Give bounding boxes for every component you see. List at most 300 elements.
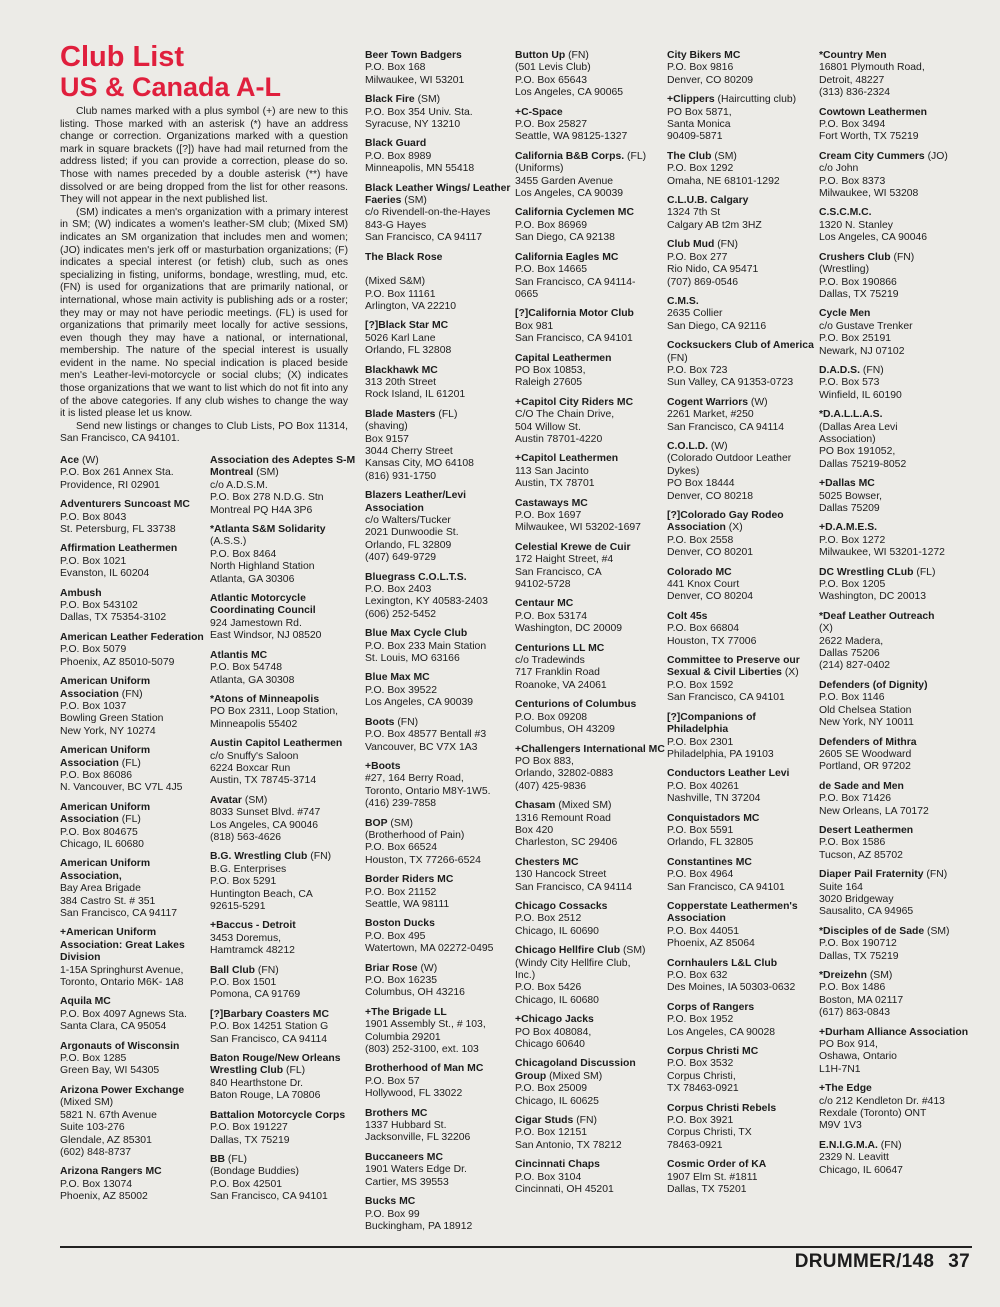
club-address-line: 384 Castro St. # 351 xyxy=(60,895,156,907)
club-name: Black Fire xyxy=(365,94,415,106)
club-address-line: Vancouver, BC V7X 1A3 xyxy=(365,741,478,753)
club-address-line: P.O. Box 3104 xyxy=(515,1171,582,1183)
club-heading xyxy=(515,252,665,264)
club-heading xyxy=(365,50,515,62)
club-name: E.N.I.G.M.A. xyxy=(819,1139,878,1151)
club-address-line: Houston, TX 77006 xyxy=(667,635,757,647)
club-name: Boots xyxy=(365,716,395,728)
club-name: +Boots xyxy=(365,760,401,772)
club-address-line: (Mixed SM) xyxy=(60,1097,114,1109)
club-address-line: Cincinnati, OH 45201 xyxy=(515,1184,614,1196)
club-address-line: P.O. Box 57 xyxy=(365,1075,420,1087)
club-address-line: 1907 Elm St. #1811 xyxy=(667,1171,758,1183)
club-address-line: P.O. Box 573 xyxy=(819,377,880,389)
club-name: Cigar Studs xyxy=(515,1115,574,1127)
club-heading xyxy=(365,365,515,377)
club-listing xyxy=(667,1159,817,1196)
club-listing xyxy=(667,397,817,434)
club-name: Chicagoland Discussion Group xyxy=(515,1058,636,1082)
club-listing xyxy=(819,926,974,963)
club-listing xyxy=(667,857,817,894)
club-name: *Dreizehn xyxy=(819,970,867,981)
club-address-line: Dallas 75219-8052 xyxy=(819,458,907,470)
club-heading xyxy=(667,510,817,535)
club-address-line: P.O. Box 190866 xyxy=(819,276,897,288)
club-heading xyxy=(365,252,515,264)
club-heading xyxy=(515,699,665,711)
club-address-line: Arlington, VA 22210 xyxy=(365,300,457,312)
club-name: Diaper Pail Fraternity xyxy=(819,869,924,881)
magazine-issue: DRUMMER/148 xyxy=(794,1251,935,1272)
club-address-line: (617) 863-0843 xyxy=(819,1007,891,1019)
club-name: *Country Men xyxy=(819,50,887,61)
club-heading xyxy=(210,1053,360,1078)
club-address-line: 2329 N. Leavitt xyxy=(819,1152,889,1164)
club-heading xyxy=(515,308,665,320)
club-address-line: 843-G Hayes xyxy=(365,219,427,231)
club-type-tag: (FN) xyxy=(893,251,915,263)
club-address-line: P.O. Box 8043 xyxy=(60,511,127,523)
club-address-line: Phoenix, AZ 85002 xyxy=(60,1191,148,1203)
club-address-line: P.O. Box 13074 xyxy=(60,1178,133,1190)
club-heading xyxy=(515,151,665,163)
club-address-line: (416) 239-7858 xyxy=(365,798,437,810)
club-name: C.S.C.M.C. xyxy=(819,207,872,219)
club-address-line: Oshawa, Ontario xyxy=(819,1051,897,1063)
club-heading xyxy=(365,572,515,584)
club-address-line: 717 Franklin Road xyxy=(515,667,600,679)
club-heading xyxy=(515,542,665,554)
club-address-line: Des Moines, IA 50303-0632 xyxy=(667,982,796,994)
club-heading xyxy=(365,874,515,886)
club-name: Blue Max MC xyxy=(365,672,430,684)
club-address-line: Columbia 29201 xyxy=(365,1031,441,1043)
club-name: +Dallas MC xyxy=(819,478,875,490)
club-name: Blazers Leather/Levi Association xyxy=(365,490,467,514)
club-heading xyxy=(365,94,515,106)
club-type-tag: (W) xyxy=(81,455,99,466)
club-heading xyxy=(60,543,210,555)
club-address-line: New York, NY 10011 xyxy=(819,717,914,729)
club-address-line: Milwaukee, WI 53202-1697 xyxy=(515,522,641,534)
club-address-line: P.O. Box 1697 xyxy=(515,510,582,521)
club-name: Crushers Club xyxy=(819,251,891,263)
club-name: Cincinnati Chaps xyxy=(515,1159,600,1171)
club-listing xyxy=(667,813,817,850)
club-address-line: P.O. Box 12151 xyxy=(515,1127,588,1139)
club-listing xyxy=(667,510,817,560)
club-heading xyxy=(819,252,974,264)
club-listing xyxy=(515,151,665,201)
club-name: Capital Leathermen xyxy=(515,352,612,364)
club-heading xyxy=(210,650,360,662)
club-address-line: P.O. Box 11161 xyxy=(365,288,436,300)
club-name: Defenders (of Dignity) xyxy=(819,679,928,691)
club-listing xyxy=(515,800,665,850)
club-address-line: P.O. Box 25827 xyxy=(515,119,588,131)
club-heading xyxy=(515,1014,665,1026)
club-address-line: P.O. Box 65643 xyxy=(515,74,588,86)
club-type-tag: (X) xyxy=(728,522,743,534)
club-address-line: Chicago, IL 60680 xyxy=(60,838,144,850)
club-listing xyxy=(667,768,817,805)
club-heading xyxy=(819,926,974,938)
club-name: Celestial Krewe de Cuir xyxy=(515,541,631,553)
club-address-line: PO Box 5871, xyxy=(667,106,732,118)
club-heading xyxy=(515,207,665,219)
club-name: D.A.D.S. xyxy=(819,364,860,376)
club-address-line: P.O. Box 42501 xyxy=(210,1178,283,1190)
club-address-line: P.O. Box 4964 xyxy=(667,869,734,881)
club-listing xyxy=(60,1085,210,1159)
club-heading xyxy=(60,676,210,701)
club-address-line: P.O. Box 1486 xyxy=(819,982,886,994)
club-address-line: Fort Worth, TX 75219 xyxy=(819,131,919,143)
club-listing xyxy=(365,761,515,811)
club-listing xyxy=(819,611,974,673)
club-heading xyxy=(515,945,665,957)
club-listing xyxy=(819,207,974,244)
club-type-tag: (FL) xyxy=(286,1065,306,1077)
club-listing xyxy=(515,945,665,1007)
club-heading xyxy=(667,1103,817,1115)
club-heading xyxy=(819,50,974,62)
club-address-line: Dallas, TX 75219 xyxy=(819,950,899,962)
club-address-line: 1901 Assembly St., # 103, xyxy=(365,1019,486,1031)
club-address-line: P.O. Box 14251 Station G xyxy=(210,1021,329,1033)
club-address-line: 8033 Sunset Blvd. #747 xyxy=(210,807,321,819)
club-address-line: Dallas, TX 75219 xyxy=(210,1134,290,1146)
club-name: Conductors Leather Levi xyxy=(667,768,790,780)
club-address-line: Bay Area Brigade xyxy=(60,883,141,895)
club-listing xyxy=(60,996,210,1033)
club-address-line: PO Box 10853, xyxy=(515,364,586,376)
club-heading xyxy=(365,963,515,975)
club-address-line: P.O. Box 25009 xyxy=(515,1083,588,1095)
club-heading xyxy=(365,1196,515,1208)
club-listing xyxy=(515,397,665,447)
club-listing xyxy=(365,1196,515,1233)
club-address-line: Dallas 75209 xyxy=(819,503,880,514)
club-listing xyxy=(365,572,515,622)
club-listing xyxy=(210,965,360,1002)
club-name: +C-Space xyxy=(515,106,563,118)
club-address-line: Lexington, KY 40583-2403 xyxy=(365,596,488,608)
club-name: The Black Rose xyxy=(365,251,443,263)
club-listing xyxy=(365,320,515,357)
club-address-line: c/o Rivendell-on-the-Hayes xyxy=(365,207,491,219)
club-type-tag: (FN) xyxy=(397,716,419,728)
club-heading xyxy=(819,825,974,837)
club-address-line: Bowling Green Station xyxy=(60,713,164,725)
club-address-line: P.O. Box 66804 xyxy=(667,623,740,635)
club-address-line: Seattle, WA 98111 xyxy=(365,898,450,910)
club-name: Centurions of Columbus xyxy=(515,699,637,711)
club-heading xyxy=(819,107,974,119)
club-heading xyxy=(819,970,974,982)
club-listing xyxy=(819,107,974,144)
club-type-tag: (FN) xyxy=(121,688,143,700)
club-heading xyxy=(819,680,974,692)
club-heading xyxy=(210,694,360,706)
club-heading xyxy=(60,1041,210,1053)
club-name: Cornhaulers L&L Club xyxy=(667,957,778,969)
club-heading xyxy=(515,1115,665,1127)
club-heading xyxy=(515,453,665,465)
club-address-line: Evanston, IL 60204 xyxy=(60,568,150,580)
club-address-line: 5026 Karl Lane xyxy=(365,332,436,344)
club-address-line: Old Chelsea Station xyxy=(819,704,912,716)
club-address-line: Milwaukee, WI 53201-1272 xyxy=(819,547,945,559)
club-name: Ace xyxy=(60,455,80,466)
club-name: Chicago Hellfire Club xyxy=(515,945,621,957)
club-address-line: 3020 Bridgeway xyxy=(819,893,894,905)
footer-rule xyxy=(60,1246,972,1248)
club-heading xyxy=(515,598,665,610)
club-address-line: Chicago 60640 xyxy=(515,1039,585,1051)
club-heading xyxy=(365,672,515,684)
page-number: 37 xyxy=(948,1251,970,1272)
club-heading xyxy=(365,761,515,773)
club-address-line: Boston, MA 02117 xyxy=(819,994,904,1006)
club-name: +Chicago Jacks xyxy=(515,1014,594,1026)
club-listing xyxy=(667,1103,817,1153)
club-type-tag: (W) xyxy=(710,440,728,452)
club-listing xyxy=(365,490,515,564)
club-address-line: Suite 103-276 xyxy=(60,1122,125,1134)
club-address-line: Austin 78701-4220 xyxy=(515,433,603,445)
club-name: +Baccus - Detroit xyxy=(210,920,296,932)
club-name: City Bikers MC xyxy=(667,50,741,61)
club-address-line: Columbus, OH 43216 xyxy=(365,987,465,999)
club-address-line: Syracuse, NY 13210 xyxy=(365,119,461,131)
club-column-2 xyxy=(210,455,360,1211)
club-name: C.M.S. xyxy=(667,295,699,307)
club-address-line: 5025 Bowser, xyxy=(819,490,882,502)
club-address-line: Denver, CO 80201 xyxy=(667,547,754,559)
club-address-line: (313) 836-2324 xyxy=(819,87,891,99)
club-address-line: 130 Hancock Street xyxy=(515,869,607,881)
club-address-line: Washington, DC 20013 xyxy=(819,591,927,603)
club-address-line: Nashville, TN 37204 xyxy=(667,793,761,805)
club-listing xyxy=(667,441,817,503)
club-address-line: Hamtramck 48212 xyxy=(210,945,295,957)
club-address-line: P.O. Box 54748 xyxy=(210,662,283,674)
club-address-line: P.O. Box 3532 xyxy=(667,1058,734,1070)
club-name: Blade Masters xyxy=(365,408,436,420)
club-heading xyxy=(515,857,665,869)
club-address-line: Corpus Christi, xyxy=(667,1070,736,1082)
club-address-line: 92615-5291 xyxy=(210,901,266,912)
club-heading xyxy=(60,499,210,511)
club-address-line: P.O. Box 190712 xyxy=(819,938,897,950)
club-heading xyxy=(667,239,817,251)
club-name: Beer Town Badgers xyxy=(365,50,462,61)
club-type-tag: (JO) xyxy=(927,150,948,162)
club-name: Club Mud xyxy=(667,239,715,251)
club-listing xyxy=(60,858,210,920)
club-name: Cowtown Leathermen xyxy=(819,106,927,118)
club-address-line: c/o 212 Kendleton Dr. #413 xyxy=(819,1095,945,1107)
club-listing xyxy=(819,970,974,1020)
club-name: *Disciples of de Sade xyxy=(819,925,925,937)
club-listing xyxy=(60,588,210,625)
club-listing xyxy=(819,1027,974,1077)
club-address-line: Orlando, FL 32809 xyxy=(365,539,452,551)
club-address-line: P.O. Box 40261 xyxy=(667,780,740,792)
club-column-3 xyxy=(365,50,515,1240)
club-address-line: P.O. Box 278 N.D.G. Stn xyxy=(210,492,324,504)
club-name: Brotherhood of Man MC xyxy=(365,1063,484,1075)
club-address-line: P.O. Box 09208 xyxy=(515,711,588,723)
club-listing xyxy=(515,1115,665,1152)
club-listing xyxy=(819,825,974,862)
club-listing xyxy=(515,353,665,390)
club-address-line: Cartier, MS 39553 xyxy=(365,1176,449,1188)
club-heading xyxy=(365,717,515,729)
title-text: Club List xyxy=(60,41,185,73)
club-address-line: San Diego, CA 92116 xyxy=(667,320,767,332)
club-name: *D.A.L.L.A.S. xyxy=(819,409,883,421)
club-listing xyxy=(515,498,665,535)
club-heading xyxy=(667,567,817,579)
club-heading xyxy=(819,1027,974,1039)
club-listing xyxy=(667,958,817,995)
club-heading xyxy=(667,94,817,106)
club-address-line: Orlando, FL 32808 xyxy=(365,345,452,357)
club-heading xyxy=(667,655,817,680)
club-address-line: P.O. Box 277 xyxy=(667,251,728,263)
club-heading xyxy=(60,745,210,770)
club-listing xyxy=(667,1002,817,1039)
club-column-5 xyxy=(667,50,817,1204)
club-address-line: P.O. Box 8989 xyxy=(365,150,432,162)
club-listing xyxy=(365,874,515,911)
club-listing xyxy=(365,717,515,754)
club-heading xyxy=(819,409,974,421)
club-address-line: San Francisco, CA 94101 xyxy=(210,1191,328,1203)
club-name: BB xyxy=(210,1153,226,1165)
club-listing xyxy=(60,802,210,852)
club-name: Ball Club xyxy=(210,964,256,976)
club-address-line: (606) 252-5452 xyxy=(365,608,437,620)
club-heading xyxy=(819,522,974,534)
club-address-line: P.O. Box 1037 xyxy=(60,700,127,712)
club-address-line: P.O. Box 2403 xyxy=(365,584,432,596)
club-name: C.L.U.B. Calgary xyxy=(667,195,749,207)
club-heading xyxy=(667,340,817,365)
club-listing xyxy=(365,672,515,709)
club-address-line: Chicago, IL 60690 xyxy=(515,925,599,937)
club-name: California Cyclemen MC xyxy=(515,207,634,219)
club-address-line: P.O. Box 3921 xyxy=(667,1115,734,1127)
club-listing xyxy=(667,151,817,188)
club-heading xyxy=(365,1007,515,1019)
club-heading xyxy=(667,712,817,737)
club-address-line: Santa Clara, CA 95054 xyxy=(60,1021,167,1033)
club-name: Chicago Cossacks xyxy=(515,900,608,912)
club-heading xyxy=(819,207,974,219)
club-listing xyxy=(60,1166,210,1203)
club-name: Constantines MC xyxy=(667,856,752,868)
club-address-line: (A.S.S.) xyxy=(210,536,247,548)
page-footer xyxy=(795,1251,970,1273)
club-heading xyxy=(667,768,817,780)
club-address-line: P.O. Box 354 Univ. Sta. xyxy=(365,106,473,118)
club-name: [?]Barbary Coasters MC xyxy=(210,1008,329,1020)
club-name: +The Brigade LL xyxy=(365,1006,447,1018)
club-address-line: P.O. Box 1146 xyxy=(819,692,885,704)
club-address-line: P.O. Box 99 xyxy=(365,1208,420,1220)
club-listing xyxy=(667,239,817,289)
club-address-line: (501 Levis Club) xyxy=(515,62,591,74)
club-name: Cogent Warriors xyxy=(667,396,749,408)
club-address-line: (Mixed S&M) xyxy=(365,276,426,288)
club-heading xyxy=(60,588,210,600)
club-name: American Leather Federation xyxy=(60,631,204,643)
club-address-line: Suite 164 xyxy=(819,881,863,893)
club-listing xyxy=(60,1041,210,1078)
club-address-line: (816) 931-1750 xyxy=(365,470,437,482)
club-listing xyxy=(60,676,210,738)
club-listing xyxy=(365,1063,515,1100)
club-name: Conquistadors MC xyxy=(667,812,760,824)
club-column-6 xyxy=(819,50,974,1184)
club-name: *Atons of Minneapolis xyxy=(210,693,320,705)
club-listing xyxy=(210,524,360,586)
club-address-line: Dallas 75206 xyxy=(819,648,880,660)
club-column-1 xyxy=(60,455,210,1211)
club-name: Chesters MC xyxy=(515,856,579,868)
club-name: de Sade and Men xyxy=(819,780,904,792)
club-listing xyxy=(515,857,665,894)
club-address-line: (Colorado Outdoor Leather xyxy=(667,453,792,465)
club-listing xyxy=(365,1108,515,1145)
club-heading xyxy=(819,1140,974,1152)
club-address-line: Association) xyxy=(819,433,876,445)
club-type-tag: (SM) xyxy=(869,970,893,981)
club-heading xyxy=(210,1154,360,1166)
club-type-tag: (SM) xyxy=(622,945,646,957)
club-name: Bluegrass C.O.L.T.S. xyxy=(365,571,467,583)
club-address-line: P.O. Box 2512 xyxy=(515,913,582,925)
club-listing xyxy=(210,738,360,788)
club-address-line: Denver, CO 80209 xyxy=(667,74,754,86)
club-address-line: B.G. Enterprises xyxy=(210,863,287,875)
club-address-line: Chicago, IL 60680 xyxy=(515,994,599,1006)
club-listing xyxy=(210,795,360,845)
club-listing xyxy=(819,1083,974,1133)
club-heading xyxy=(667,857,817,869)
club-address-line: PO Box 883, xyxy=(515,755,574,767)
club-name: Cream City Cummers xyxy=(819,150,925,162)
club-address-line: PO Box 408084, xyxy=(515,1026,592,1038)
club-heading xyxy=(515,397,665,409)
club-type-tag: (Mixed SM) xyxy=(549,1070,603,1082)
club-name: Cosmic Order of KA xyxy=(667,1159,767,1171)
club-heading xyxy=(667,441,817,453)
club-listing xyxy=(515,699,665,736)
intro-paragraph: Send new listings or changes to Club Lists, PO Box 11314, San Francisco, CA 94101. xyxy=(60,420,348,445)
club-listing xyxy=(819,151,974,201)
club-address-line: Los Angeles, CA 90039 xyxy=(515,188,624,200)
club-address-line: P.O. Box 168 xyxy=(365,62,426,74)
club-address-line: P.O. Box 2301 xyxy=(667,736,734,748)
club-listing xyxy=(667,712,817,762)
club-address-line: Tucson, AZ 85702 xyxy=(819,849,903,861)
club-name: Battalion Motorcycle Corps xyxy=(210,1109,346,1121)
club-address-line: c/o John xyxy=(819,163,859,175)
